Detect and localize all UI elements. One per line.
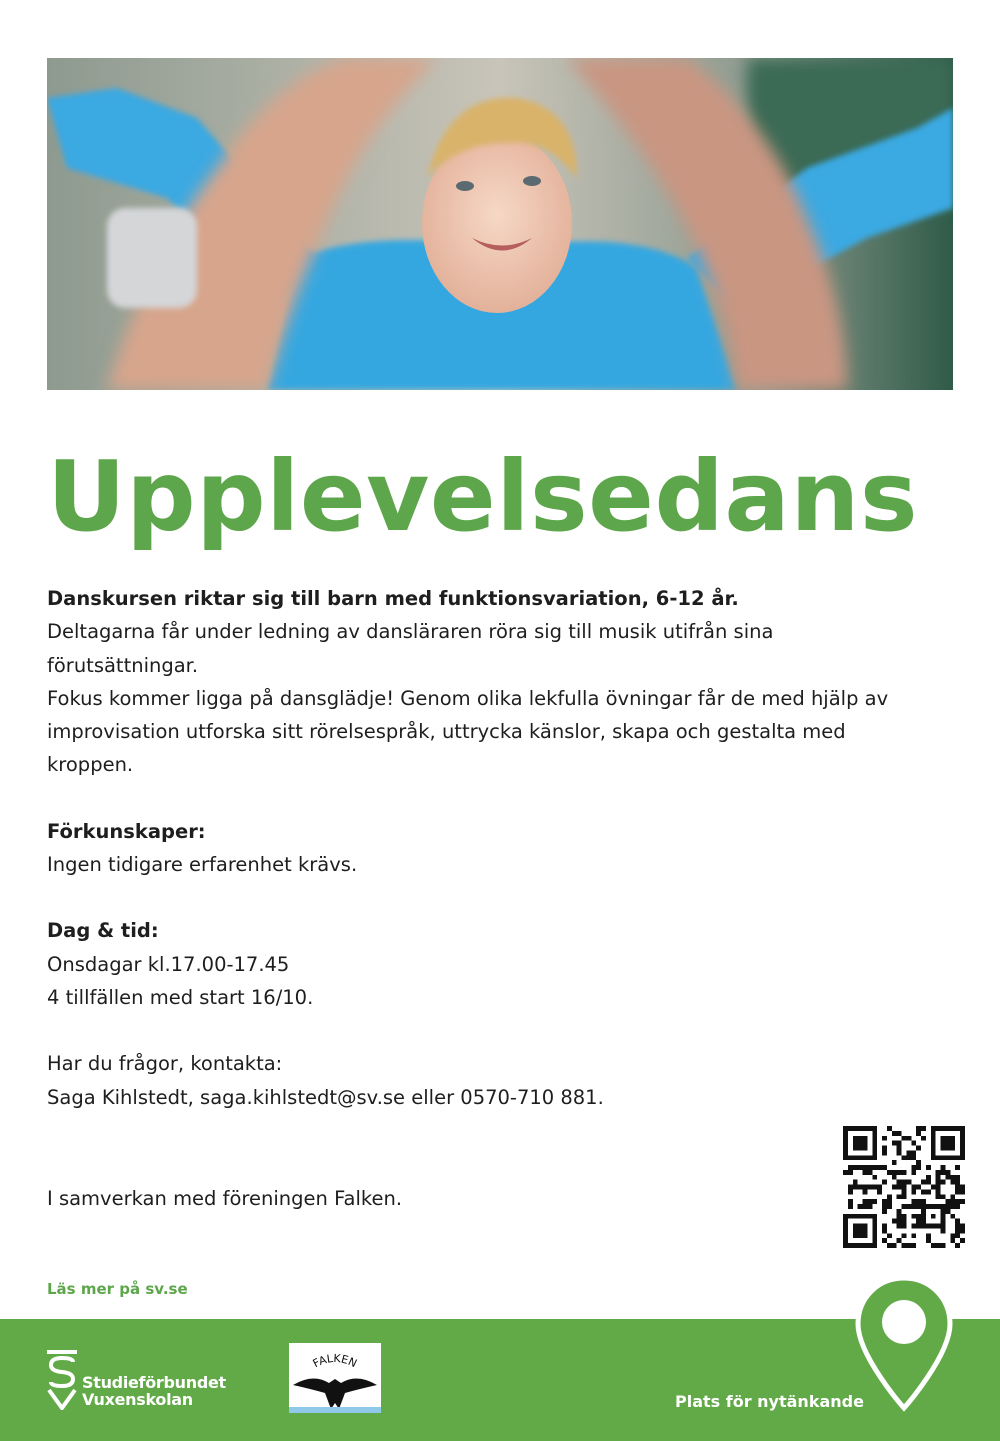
- hero-photo: [47, 58, 953, 390]
- description-line: Deltagarna får under ledning av dansläraren röra sig till musik utifrån sina: [47, 620, 774, 644]
- sv-logo-text: [82, 1374, 226, 1408]
- description-line: improvisation utforska sitt rörelsespråk, uttrycka känslor, skapa och gestalta med: [47, 720, 846, 744]
- contact-heading: Har du frågor, kontakta:: [47, 1052, 283, 1076]
- description-line: kroppen.: [47, 753, 134, 777]
- location-pin-icon: [850, 1270, 958, 1415]
- prereq-heading: Förkunskaper:: [47, 819, 206, 843]
- falcon-icon: [289, 1343, 381, 1413]
- falken-logo-text: FALKEN: [310, 1351, 360, 1371]
- falken-logo: [289, 1343, 381, 1413]
- course-description: [47, 582, 927, 1215]
- qr-code[interactable]: [843, 1126, 965, 1248]
- schedule-heading: Dag & tid:: [47, 919, 159, 943]
- schedule-line: 4 tillfällen med start 16/10.: [47, 985, 314, 1009]
- lead-text: Danskursen riktar sig till barn med funktionsvariation, 6-12 år.: [47, 587, 739, 610]
- description-line: förutsättningar.: [47, 653, 199, 677]
- prereq-text: Ingen tidigare erfarenhet krävs.: [47, 853, 358, 877]
- schedule-line: Onsdagar kl.17.00-17.45: [47, 952, 290, 976]
- contact-details: Saga Kihlstedt, saga.kihlstedt@sv.se eller 0570-710 881.: [47, 1085, 604, 1109]
- org-name-line: Vuxenskolan: [82, 1390, 193, 1409]
- org-name-line: Studieförbundet: [82, 1373, 226, 1392]
- svg-text:FALKEN: [311, 1352, 359, 1370]
- read-more-link[interactable]: Läs mer på sv.se: [47, 1280, 188, 1298]
- description-line: Fokus kommer ligga på dansglädje! Genom olika lekfulla övningar får de med hjälp av: [47, 686, 889, 710]
- page-title: Upplevelsedans: [47, 440, 919, 553]
- hero-image: [47, 58, 953, 390]
- footer-slogan: Plats för nytänkande: [675, 1392, 864, 1411]
- partner-text: I samverkan med föreningen Falken.: [47, 1186, 403, 1210]
